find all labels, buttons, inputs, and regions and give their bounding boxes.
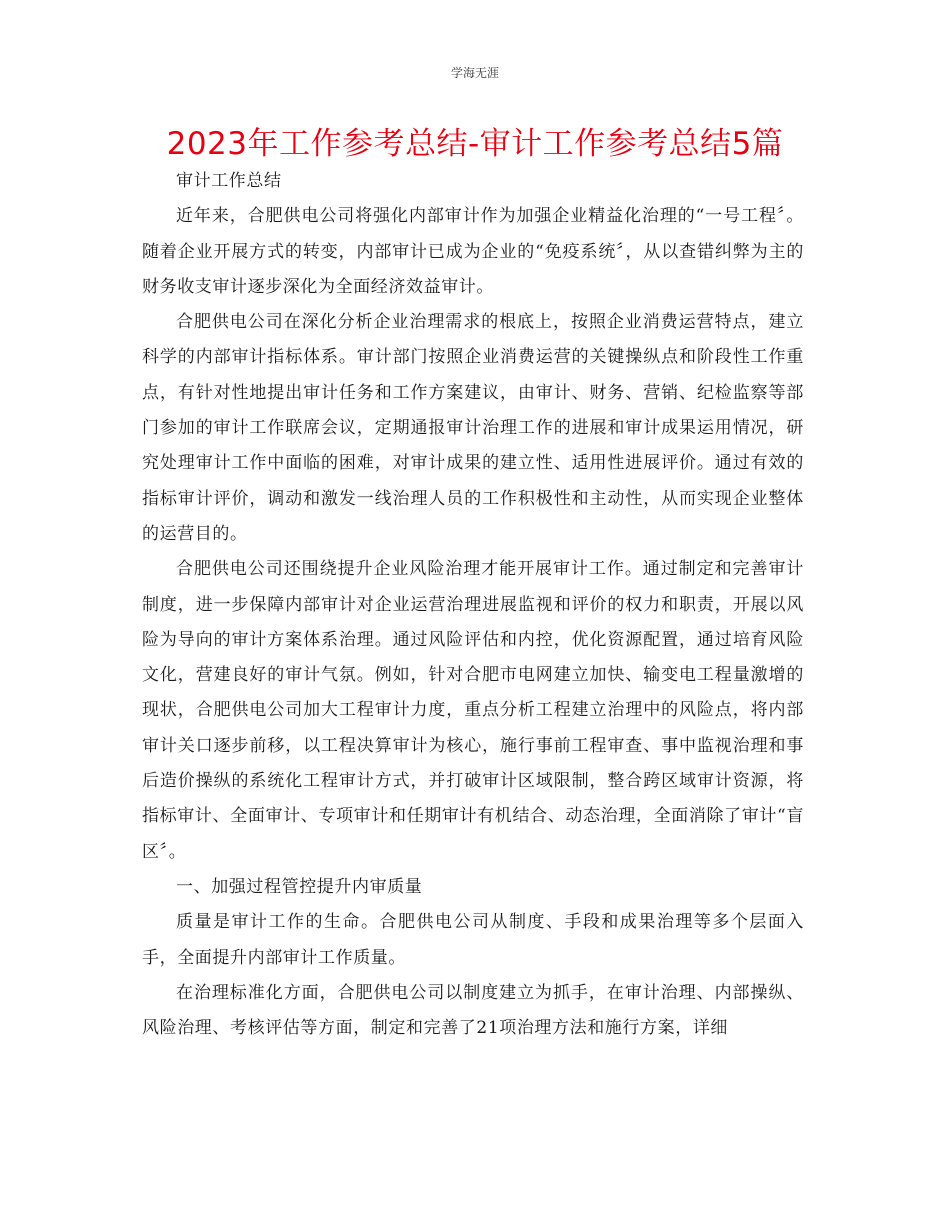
- paragraph-indicator-system: 合肥供电公司在深化分析企业治理需求的根底上，按照企业消费运营特点，建立科学的内部审计指标体系。审计部门按照企业消费运营的关键操纵点和阶段性工作重点，有针对性地提出审计任务和工作方案建议，由审计、财务、营销、纪检监察等部门参加的审计工作联席会议，定期通报审计治理工作的进展和审计成果运用情况，研究处理审计工作中面临的困难，对审计成果的建立性、适用性进展评价。通过有效的指标审计评价，调动和激发一线治理人员的工作积极性和主动性，从而实现企业整体的运营目的。: [142, 312, 804, 544]
- paragraph-standardization: 在治理标准化方面，合肥供电公司以制度建立为抓手，在审计治理、内部操纵、风险治理、考核评估等方面，制定和完善了21项治理方法和施行方案，详细: [142, 982, 804, 1039]
- paragraph-risk-management: 合肥供电公司还围绕提升企业风险治理才能开展审计工作。通过制定和完善审计制度，进一步保障内部审计对企业运营治理进展监视和评价的权力和职责，开展以风险为导向的审计方案体系治理。通过风险评估和内控，优化资源配置，通过培育风险文化，营建良好的审计气氛。例如，针对合肥市电网建立加快、输变电工程量激增的现状，合肥供电公司加大工程审计力度，重点分析工程建立治理中的风险点，将内部审计关口逐步前移，以工程决算审计为核心，施行事前工程审查、事中监视治理和事后造价操纵的系统化工程审计方式，并打破审计区域限制，整合跨区域审计资源，将指标审计、全面审计、专项审计和任期审计有机结合、动态治理，全面消除了审计“盲区〞。: [142, 559, 804, 862]
- section-heading-audit-summary: 审计工作总结: [176, 171, 282, 191]
- page-header-text: 学海无涯: [450, 66, 499, 80]
- document-title: 2023年工作参考总结-审计工作参考总结5篇: [166, 126, 784, 162]
- paragraph-intro: 近年来，合肥供电公司将强化内部审计作为加强企业精益化治理的“一号工程〞。随着企业开展方式的转变，内部审计已成为企业的“免疫系统〞，从以查错纠弊为主的财务收支审计逐步深化为全面经济效益审计。: [142, 206, 804, 297]
- document-body: [142, 164, 804, 1046]
- section-heading-process-control: 一、加强过程管控提升内审质量: [176, 876, 423, 897]
- paragraph-quality: 质量是审计工作的生命。合肥供电公司从制度、手段和成果治理等多个层面入手，全面提升内部审计工作质量。: [142, 912, 804, 968]
